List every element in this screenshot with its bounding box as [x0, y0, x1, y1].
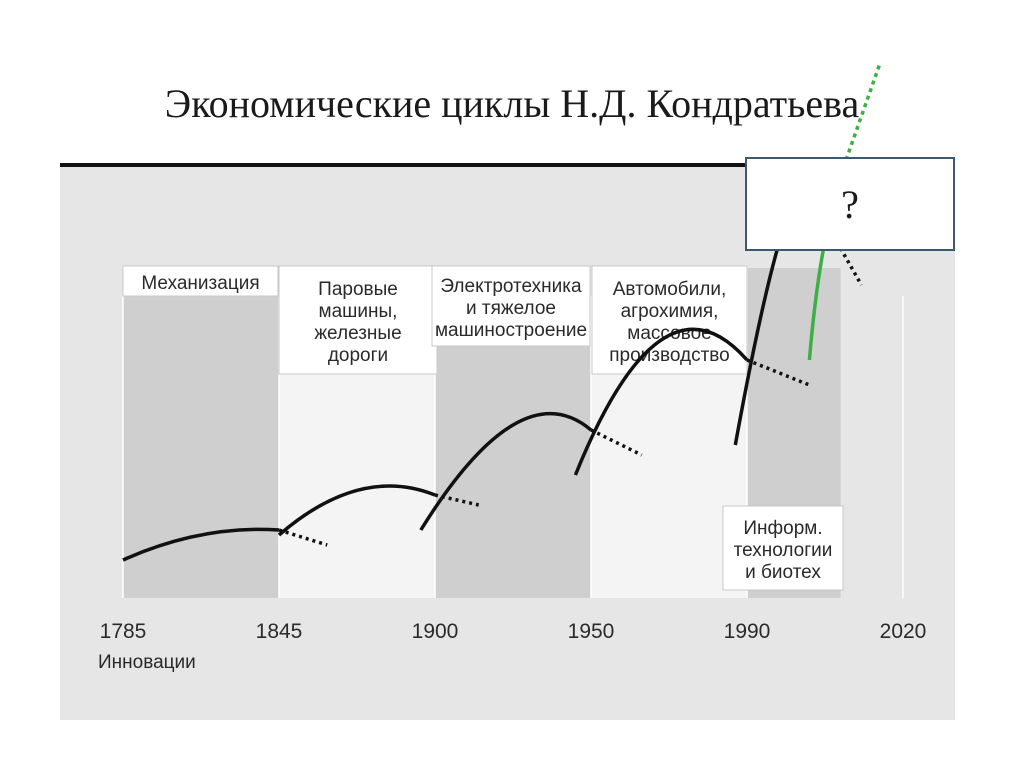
band-label-line: машиностроение [434, 320, 588, 341]
band-label-line: массовое [627, 323, 712, 344]
band-label-line: и биотех [745, 562, 821, 583]
band-label-line: технологии [733, 540, 833, 561]
x-tick-label: 1845 [255, 620, 303, 643]
band-label-line: агрохимия, [620, 301, 719, 322]
slide-title: Экономические циклы Н.Д. Кондратьева [164, 81, 860, 126]
x-tick-label: 1990 [723, 620, 771, 643]
future-curve-dashed [843, 65, 879, 168]
band-label-line: машины, [318, 301, 398, 322]
x-tick-label: 1900 [411, 620, 459, 643]
question-mark: ? [841, 181, 859, 227]
x-tick-label: 1950 [567, 620, 615, 643]
band-label-line: Механизация [141, 273, 260, 294]
x-tick-label: 1785 [99, 620, 147, 643]
question-box [745, 157, 955, 251]
band-0 [123, 296, 279, 598]
x-tick-label: 2020 [879, 620, 927, 643]
band-label-line: Электротехника [440, 276, 582, 297]
band-label-line: производство [609, 345, 730, 366]
band-label-line: Информ. [743, 518, 823, 539]
band-label-line: железные [314, 323, 402, 344]
band-label-line: и тяжелое [466, 298, 556, 319]
band-label-line: Паровые [318, 279, 398, 300]
band-label-line: Автомобили, [612, 279, 727, 300]
x-axis-sublabel: Инновации [98, 652, 196, 673]
band-label-line: дороги [327, 345, 389, 366]
